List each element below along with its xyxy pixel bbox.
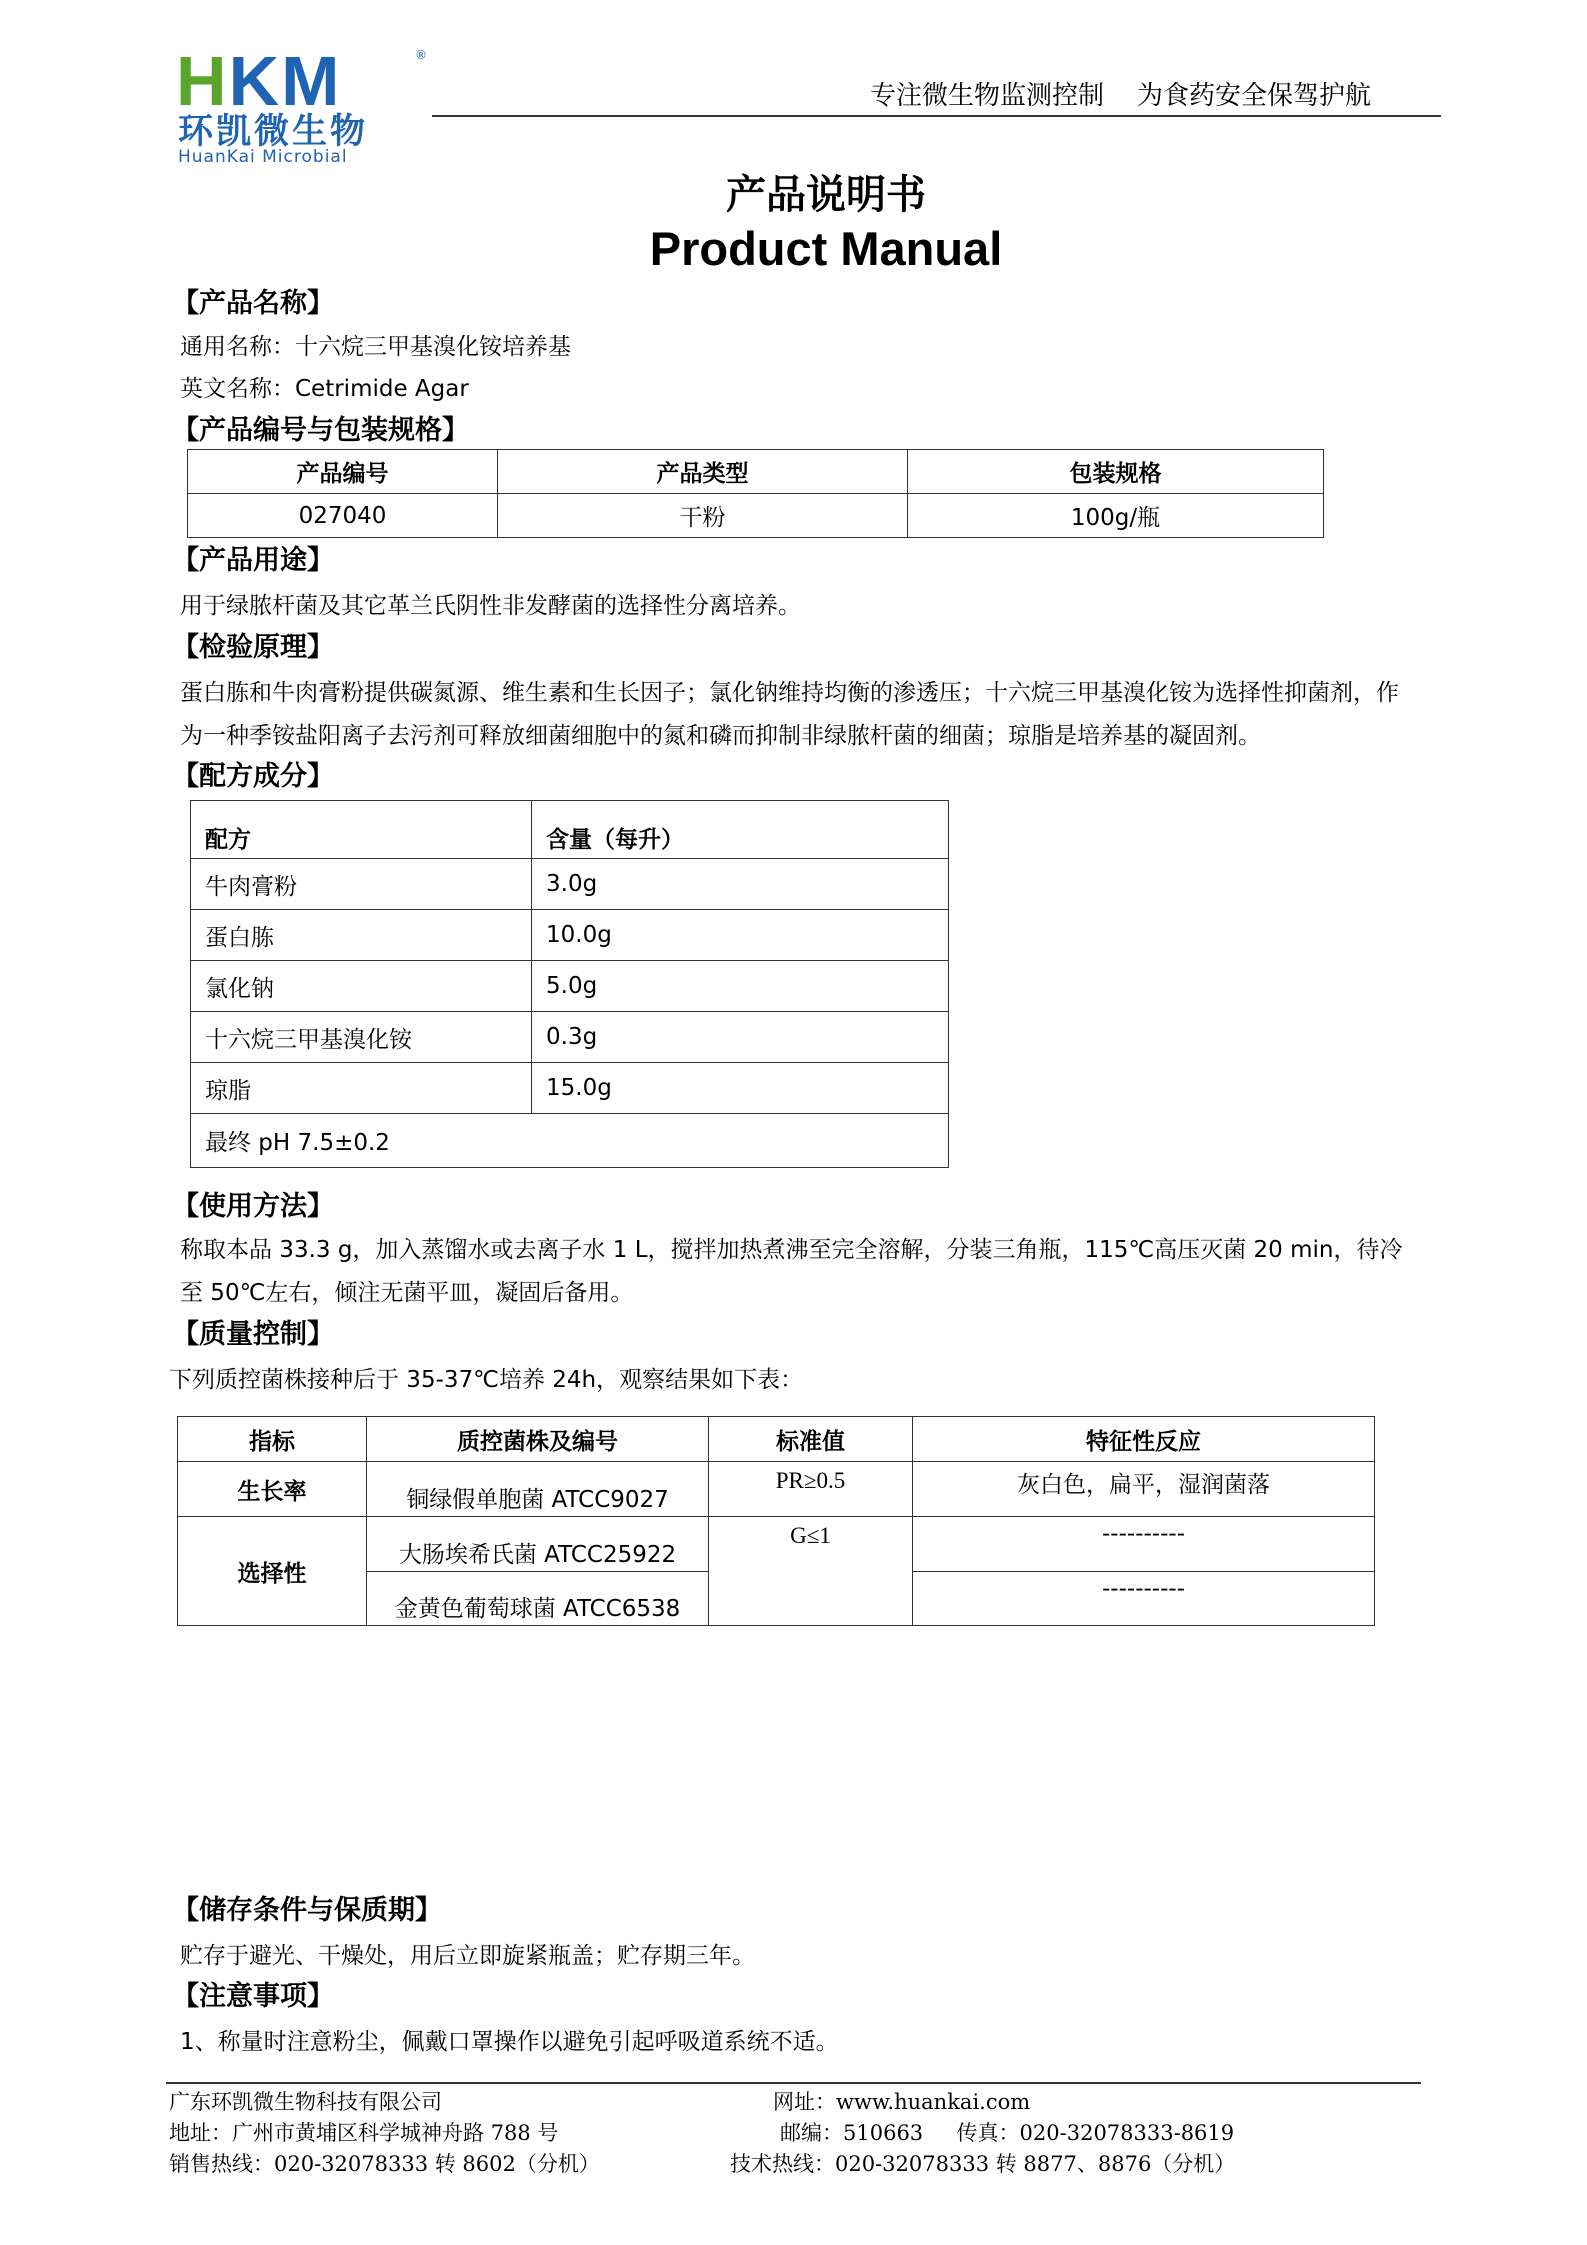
section-heading-storage: 【储存条件与保质期】: [172, 1895, 442, 1926]
final-ph: 最终 pH 7.5±0.2: [191, 1114, 949, 1168]
footer-divider: [166, 2082, 1421, 2084]
logo-mark: [176, 42, 342, 120]
qc-growth-strain: 铜绿假单胞菌 ATCC9027: [367, 1462, 709, 1517]
section-heading-notes: 【注意事项】: [172, 1981, 334, 2012]
footer-sales-hotline: 销售热线：020-32078333 转 8602（分机）: [169, 2152, 600, 2176]
ingredient-amount: 3.0g: [532, 859, 949, 910]
ingredient-amount: 0.3g: [532, 1012, 949, 1063]
common-name: 通用名称：十六烷三甲基溴化铵培养基: [180, 334, 571, 360]
package-spec: 100g/瓶: [908, 494, 1324, 538]
usage-text: 用于绿脓杆菌及其它革兰氏阴性非发酵菌的选择性分离培养。: [180, 593, 801, 619]
qc-header-standard: 标准值: [709, 1417, 913, 1462]
table-row: [191, 1012, 949, 1063]
qc-selectivity-label: 选择性: [178, 1517, 367, 1626]
packaging-table: [187, 449, 1324, 538]
qc-selectivity-reaction-2: ----------: [913, 1572, 1375, 1626]
qc-header-strain: 质控菌株及编号: [367, 1417, 709, 1462]
formula-table: [190, 800, 949, 1168]
table-row: [191, 961, 949, 1012]
table-row: [191, 859, 949, 910]
english-name: 英文名称：Cetrimide Agar: [180, 376, 469, 402]
section-heading-name: 【产品名称】: [172, 288, 334, 319]
qc-intro: 下列质控菌株接种后于 35-37℃培养 24h，观察结果如下表：: [169, 1367, 804, 1393]
section-heading-principle: 【检验原理】: [172, 632, 334, 663]
section-heading-method: 【使用方法】: [172, 1191, 334, 1222]
qc-selectivity-strain-2: 金黄色葡萄球菌 ATCC6538: [367, 1572, 709, 1626]
ingredient-name: 蛋白胨: [191, 910, 532, 961]
table-row: [191, 1063, 949, 1114]
logo-letter-h: H: [176, 42, 229, 120]
ingredient-amount: 5.0g: [532, 961, 949, 1012]
footer-company: 广东环凯微生物科技有限公司: [169, 2090, 442, 2114]
title-chinese: 产品说明书: [726, 172, 926, 218]
qc-selectivity-reaction-1: ----------: [913, 1517, 1375, 1572]
principle-line-1: 蛋白胨和牛肉膏粉提供碳氮源、维生素和生长因子；氯化钠维持均衡的渗透压；十六烷三甲基溴化铵为选择性抑菌剂，作: [180, 680, 1399, 706]
section-heading-qc: 【质量控制】: [172, 1319, 334, 1350]
logo-chinese-name: 环凯微生物: [178, 112, 369, 152]
ingredient-name: 氯化钠: [191, 961, 532, 1012]
qc-table: [177, 1416, 1375, 1626]
section-heading-formula: 【配方成分】: [172, 761, 334, 792]
qc-header-reaction: 特征性反应: [913, 1417, 1375, 1462]
method-line-1: 称取本品 33.3 g，加入蒸馏水或去离子水 1 L，搅拌加热煮沸至完全溶解，分装三角瓶，115℃高压灭菌 20 min，待冷: [180, 1237, 1403, 1263]
method-line-2: 至 50℃左右，倾注无菌平皿，凝固后备用。: [180, 1280, 634, 1306]
title-english: Product Manual: [649, 222, 1003, 275]
formula-header-ingredient: 配方: [191, 801, 532, 859]
qc-growth-reaction: 灰白色，扁平，湿润菌落: [913, 1462, 1375, 1517]
logo-english-name: HuanKai Microbial: [178, 147, 348, 167]
footer-tech-hotline: 技术热线：020-32078333 转 8877、8876（分机）: [730, 2152, 1236, 2176]
ingredient-amount: 15.0g: [532, 1063, 949, 1114]
ingredient-name: 十六烷三甲基溴化铵: [191, 1012, 532, 1063]
packaging-header-type: 产品类型: [498, 450, 908, 494]
logo-letters: KM: [228, 42, 342, 120]
qc-selectivity-standard: G≤1: [709, 1517, 913, 1626]
header-divider: [432, 115, 1441, 117]
storage-text: 贮存于避光、干燥处，用后立即旋紧瓶盖；贮存期三年。: [180, 1943, 755, 1969]
section-heading-packaging: 【产品编号与包装规格】: [172, 415, 469, 446]
logo-registered-mark: ®: [415, 48, 427, 62]
qc-header-indicator: 指标: [178, 1417, 367, 1462]
packaging-header-spec: 包装规格: [908, 450, 1324, 494]
product-code: 027040: [188, 494, 498, 538]
formula-header-amount: 含量（每升）: [532, 801, 949, 859]
footer-address: 地址：广州市黄埔区科学城神舟路 788 号: [169, 2121, 559, 2145]
qc-growth-standard: PR≥0.5: [709, 1462, 913, 1517]
section-heading-usage: 【产品用途】: [172, 545, 334, 576]
ingredient-name: 琼脂: [191, 1063, 532, 1114]
ingredient-name: 牛肉膏粉: [191, 859, 532, 910]
footer-website: 网址：www.huankai.com: [773, 2090, 1031, 2114]
footer-postcode-fax: 邮编：510663 传真：020-32078333-8619: [780, 2121, 1235, 2145]
qc-selectivity-strain-1: 大肠埃希氏菌 ATCC25922: [367, 1517, 709, 1572]
packaging-header-code: 产品编号: [188, 450, 498, 494]
notes-text: 1、称量时注意粉尘，佩戴口罩操作以避免引起呼吸道系统不适。: [180, 2029, 839, 2055]
product-type: 干粉: [498, 494, 908, 538]
principle-line-2: 为一种季铵盐阳离子去污剂可释放细菌细胞中的氮和磷而抑制非绿脓杆菌的细菌；琼脂是培养基的凝固剂。: [180, 723, 1261, 749]
ingredient-amount: 10.0g: [532, 910, 949, 961]
table-row: [191, 910, 949, 961]
qc-growth-label: 生长率: [178, 1462, 367, 1517]
header-slogan: 专注微生物监测控制 为食药安全保驾护航: [870, 81, 1372, 111]
